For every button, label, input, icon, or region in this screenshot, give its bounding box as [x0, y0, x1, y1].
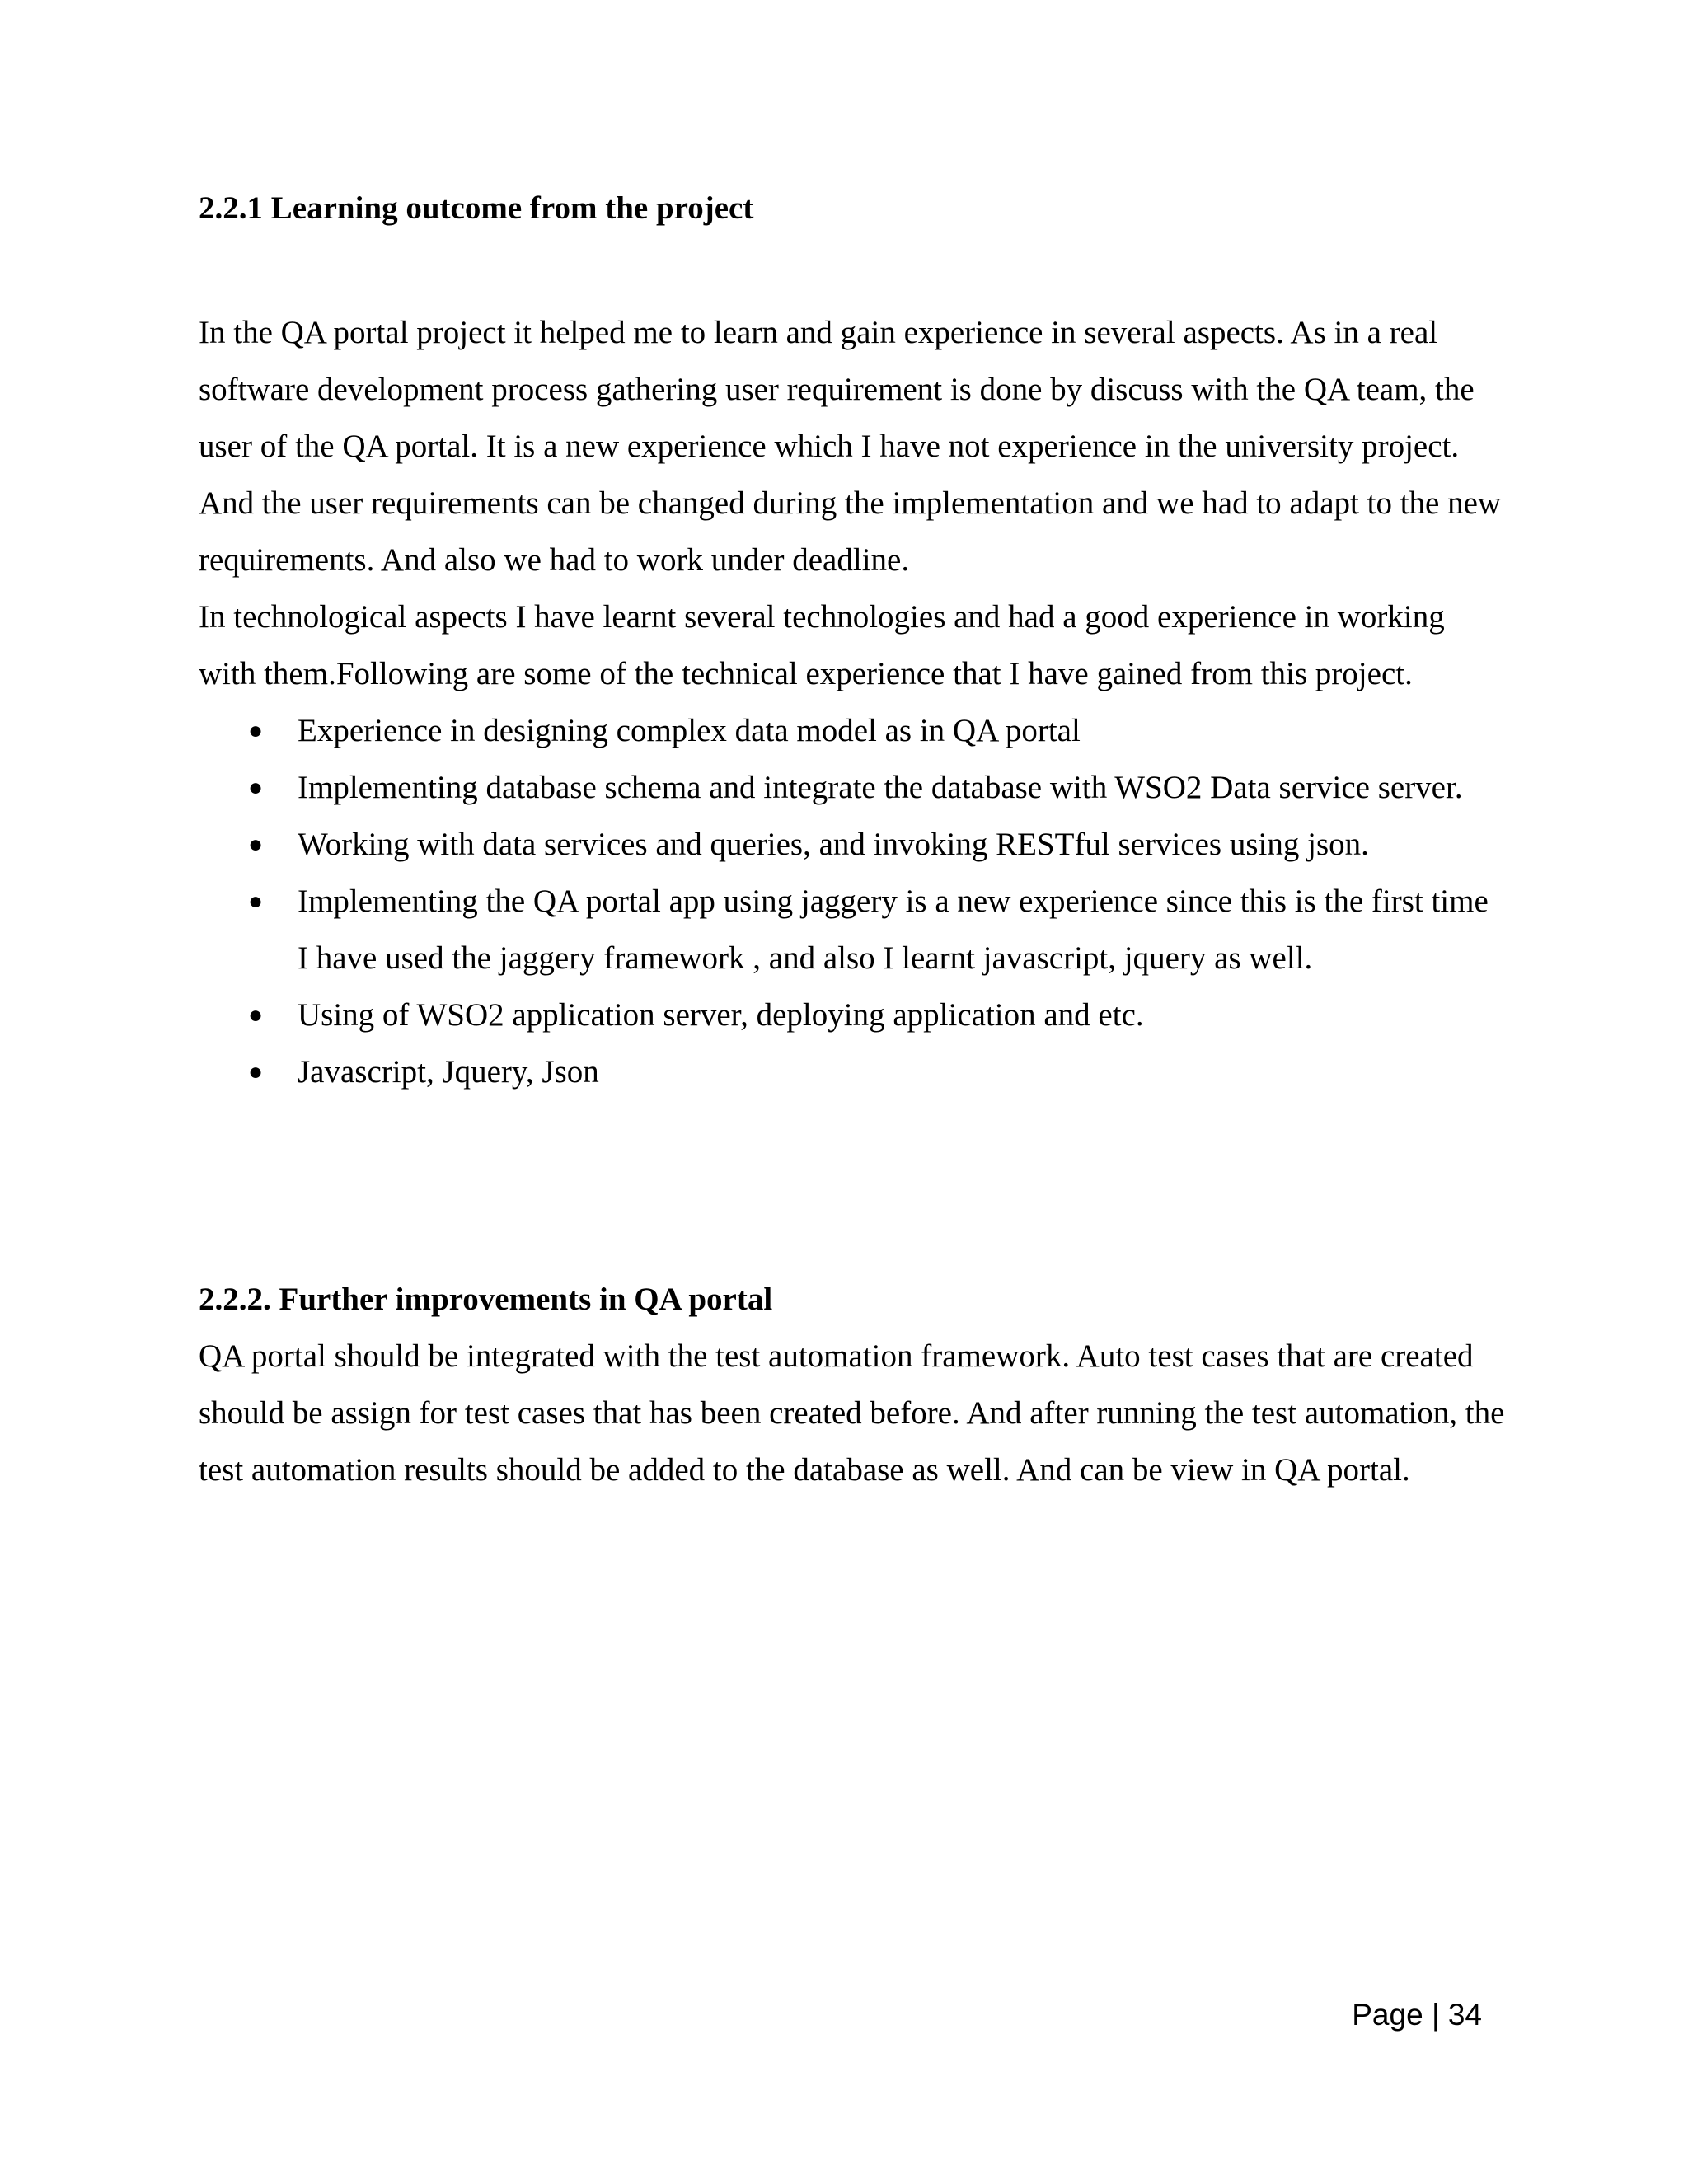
list-item [199, 759, 1505, 816]
list-item-text: Implementing database schema and integrate the database with WSO2 Data service server. [298, 770, 1463, 805]
list-item [199, 702, 1505, 759]
list-item [199, 873, 1505, 987]
list-item-text: Javascript, Jquery, Json [298, 1054, 599, 1090]
section-further-improvements [199, 1271, 1505, 1498]
paragraph-intro: In the QA portal project it helped me to learn and gain experience in several aspects. As in a real software development process gathering user requirement is done by discuss with the QA team, the user of the QA portal. It is a new experience which I have not experience in the university project. And the user requirements can be changed during the implementation and we had to adapt to the new requirements. And also we had to work under deadline. [199, 315, 1502, 578]
bullet-icon: ● [248, 888, 264, 915]
paragraph-improvements: QA portal should be integrated with the test automation framework. Auto test cases that are created should be assign for test cases that has been created before. And after running the test automation, the test automation results should be added to the database as well. And can be view in QA portal. [199, 1338, 1505, 1488]
page-number: Page | 34 [1352, 1998, 1482, 2032]
section-heading-further-improvements: 2.2.2. Further improvements in QA portal [199, 1282, 773, 1317]
list-item-text: Implementing the QA portal app using jaggery is a new experience since this is the first time I have used the jaggery framework , and also I learnt javascript, jquery as well. [298, 883, 1489, 976]
bullet-icon: ● [248, 717, 264, 744]
list-item [199, 816, 1505, 873]
list-item [199, 1043, 1505, 1100]
list-item [199, 987, 1505, 1043]
list-item-text: Using of WSO2 application server, deploying application and etc. [298, 997, 1144, 1033]
section-learning-outcome [199, 304, 1505, 1100]
paragraph-technological: In technological aspects I have learnt several technologies and had a good experience in working with them.Following are some of the technical experience that I have gained from this project. [199, 599, 1445, 691]
list-item-text: Working with data services and queries, and invoking RESTful services using json. [298, 827, 1369, 862]
list-item-text: Experience in designing complex data model as in QA portal [298, 713, 1081, 748]
bullet-icon: ● [248, 1001, 264, 1029]
bullet-icon: ● [248, 831, 264, 858]
bullet-icon: ● [248, 1058, 264, 1085]
bullet-list-technical-experience [199, 702, 1505, 1100]
section-heading-learning-outcome: 2.2.1 Learning outcome from the project [199, 190, 754, 226]
bullet-icon: ● [248, 774, 264, 801]
